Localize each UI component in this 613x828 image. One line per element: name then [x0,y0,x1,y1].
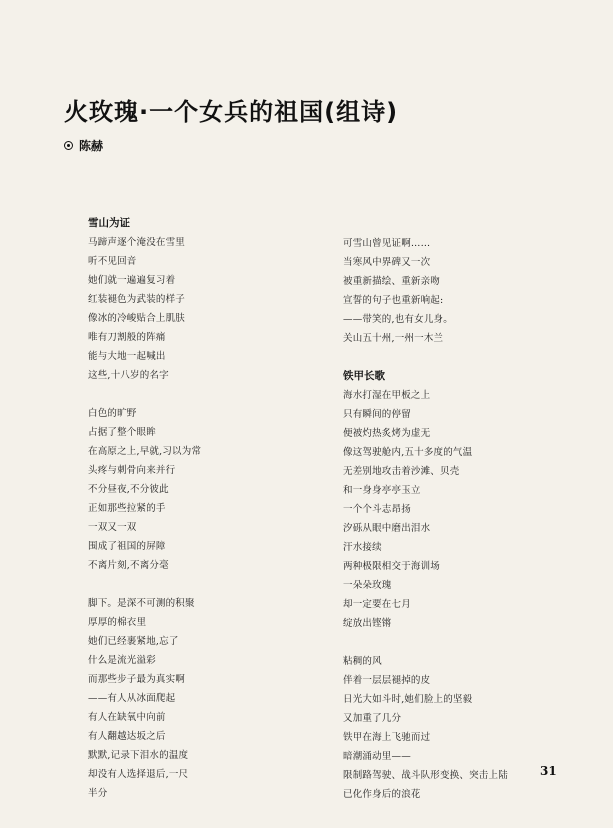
poem-line: 限制路驾驶、战斗队形变换、突击上陆 [343,770,508,781]
stanza [88,404,298,575]
poem-line: ——带笑的,也有女儿身。 [343,314,453,325]
poem-line: 和一身身亭亭玉立 [343,485,421,496]
poem-line: 头疼与刺骨向来并行 [88,465,176,476]
stanza-gap [88,385,298,404]
stanza [88,594,298,803]
stanza [343,652,553,804]
poem-line: 厚厚的棉衣里 [88,617,147,628]
poem-line: 默默,记录下泪水的温度 [88,750,189,761]
stanza [343,386,553,633]
poem-title: 火玫瑰·一个女兵的祖国(组诗) [64,98,399,126]
poem-line: 什么是流光溢彩 [88,655,156,666]
poem-line: 不分昼夜,不分彼此 [88,484,169,495]
poem-line: 她们就一遍遍复习着 [88,275,176,286]
stanza-gap [88,575,298,594]
stanza-gap [343,348,553,367]
poem-line: 只有瞬间的停留 [343,409,411,420]
stanza [88,233,298,385]
poem-line: 有人翻越达坂之后 [88,731,166,742]
poem-line: 脚下。是深不可测的积聚 [88,598,195,609]
poem-line: 已化作身后的浪花 [343,789,421,800]
poem-line: 能与大地一起喊出 [88,351,166,362]
poem-line: 伴着一层层褪掉的皮 [343,675,431,686]
poem-line: 一双又一双 [88,522,137,533]
poem-line: 唯有刀割般的阵痛 [88,332,166,343]
poem-line: 日光大如斗时,她们脸上的坚毅 [343,694,473,705]
section-heading-iron-armor: 铁甲长歌 [343,370,385,382]
poem-line: 汐砾从眼中磨出泪水 [343,523,431,534]
poem-line: 像冰的冷峻贴合上肌肤 [88,313,186,324]
poem-line: ——有人从冰面爬起 [88,693,176,704]
poem-line: 在高原之上,早就,习以为常 [88,446,202,457]
poem-line: 无差别地攻击着沙滩、贝壳 [343,466,460,477]
poem-line: 而那些步子最为真实啊 [88,674,186,685]
left-column [88,214,298,803]
poem-line: 有人在缺氧中向前 [88,712,166,723]
poem-line: 海水打湿在甲板之上 [343,390,431,401]
section-heading-snow-mountain: 雪山为证 [88,217,130,229]
poem-line: 两种极限相交于海训场 [343,561,441,572]
poem-line: 一朵朵玫瑰 [343,580,392,591]
poem-line: 当寒风中界碑又一次 [343,257,431,268]
poem-line: 一个个斗志昂扬 [343,504,411,515]
bullet-icon [64,141,73,150]
left-stanzas [88,233,298,803]
right-column [343,234,553,804]
poem-line: 却一定要在七月 [343,599,411,610]
right-stanzas [343,386,553,804]
poem-line: 白色的旷野 [88,408,137,419]
page-number: 31 [540,764,557,778]
right-intro-stanza [343,234,553,348]
poem-line: 正如那些拉紧的手 [88,503,166,514]
author-byline [64,137,103,154]
poem-line: 粘稠的风 [343,656,382,667]
poem-line: 汗水接续 [343,542,382,553]
poem-line: 铁甲在海上飞驰而过 [343,732,431,743]
poem-line: 关山五十州,一州一木兰 [343,333,444,344]
poem-line: 却没有人选择退后,一尺 [88,769,189,780]
poem-line: 便被灼热炙烤为虚无 [343,428,431,439]
author-name: 陈赫 [79,139,104,153]
poem-line: 像这驾驶舱内,五十多度的气温 [343,447,473,458]
poem-line: 暗潮涌动里—— [343,751,411,762]
poem-line: 围成了祖国的屏障 [88,541,166,552]
poem-line: 占据了整个眼眸 [88,427,156,438]
poem-line: 宣誓的句子也重新响起: [343,295,444,306]
poem-line: 不离片刻,不离分毫 [88,560,169,571]
poem-line: 听不见回音 [88,256,137,267]
stanza-gap [343,633,553,652]
poem-line: 可雪山曾见证啊…… [343,238,431,249]
poem-line: 这些,十八岁的名字 [88,370,169,381]
poem-line: 又加重了几分 [343,713,402,724]
poem-line: 马蹄声逐个淹没在雪里 [88,237,186,248]
poem-line: 红装褪色为武装的样子 [88,294,186,305]
poem-line: 半分 [88,788,108,799]
poem-line: 她们已经裹紧地,忘了 [88,636,179,647]
poem-line: 绽放出铿锵 [343,618,392,629]
poem-line: 被重新描绘、重新亲吻 [343,276,441,287]
